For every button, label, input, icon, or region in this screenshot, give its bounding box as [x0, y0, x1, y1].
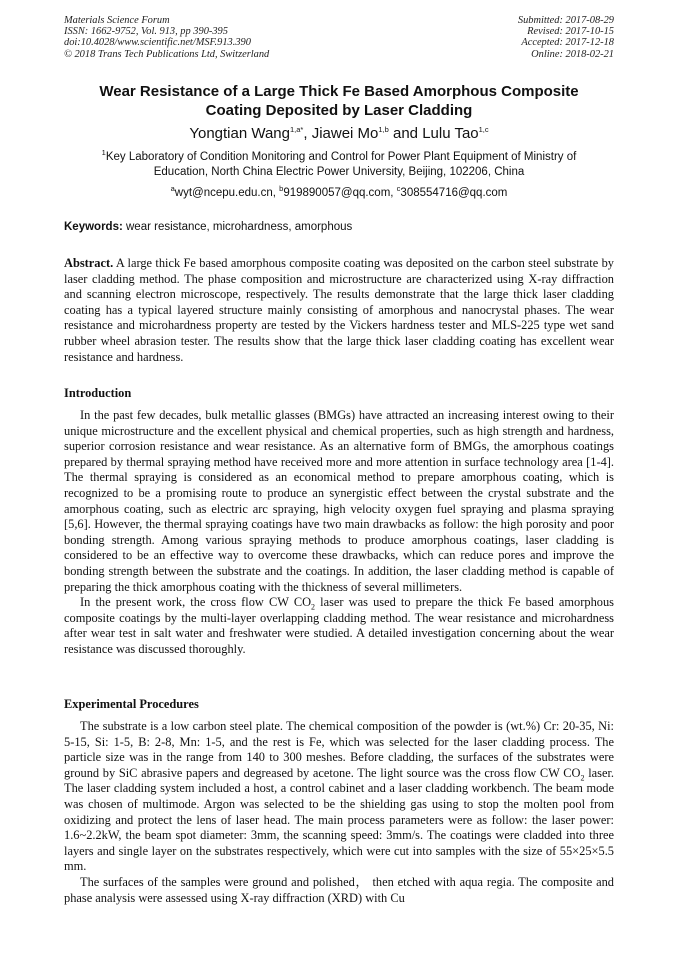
email-link[interactable]: 919890057@qq.com — [283, 187, 391, 199]
journal-copyright: © 2018 Trans Tech Publications Ltd, Switzerland — [64, 48, 270, 60]
affiliation-sup: 1 — [101, 148, 106, 158]
paragraph-text: The substrate is a low carbon steel plate. The chemical composition of the powder is (wt.%) Cr: 20-35, Ni: 5-15, Si: 1-5, B: 2-8, Mn: 1-5, and the rest is Fe, which was selected for the laser cladding process. The particle size was in the range from 140 to 300 meshes. Before cladding, the surfaces of the substrates were ground by SiC abrasive papers and degreased by acetone. The light source was the cross flow CW CO — [64, 719, 614, 780]
revised-date: Revised: 2017-10-15 — [527, 26, 614, 38]
abstract-text: A large thick Fe based amorphous composite coating was deposited on the carbon steel substrate by laser cladding method. The phase composition and microstructure are characterized using X-ray diffraction and scanning electron microscope, respectively. The results demonstrate that the large thick laser cladding coating has a typical layered structure mainly consisting of amorphous and nanocrystal phases. The wear resistance and microhardness property are tested by the Vickers hardness tester and MLS-225 type wet sand rubber wheel abrasion tester. The results show that the large thick laser cladding coating has excellent wear resistance and hardness. — [64, 256, 614, 364]
author-separator: and — [388, 125, 423, 142]
paragraph-text: In the present work, the cross flow CW CO — [80, 595, 312, 610]
author-name: Yongtian Wang — [189, 125, 290, 142]
subscript: 2 — [580, 773, 585, 783]
paragraph: The surfaces of the samples were ground and polished， then etched with aqua regia. The composite and phase analysis were assessed using X-ray diffraction (XRD) with Cu — [64, 874, 614, 905]
author-sup: 1,c — [478, 125, 489, 134]
paper-title: Wear Resistance of a Large Thick Fe Based Amorphous Composite Coating Deposited by Laser Cladding — [99, 83, 579, 119]
accepted-date: Accepted: 2017-12-18 — [521, 37, 614, 49]
paragraph-text: laser was used to prepare the thick Fe based amorphous composite coatings by the multi-layer overlapping cladding method. The wear resistance and microhardness after wear test in salt water and freshwater were studied. A detailed investigation concerning about the wear resistance was discussed thoroughly. — [64, 595, 614, 656]
author-list — [60, 124, 618, 143]
experimental-body — [64, 719, 614, 906]
author-name: Lulu Tao — [422, 125, 479, 142]
introduction-body — [64, 408, 614, 658]
author-sup: 1,a* — [289, 125, 304, 134]
affiliation-text: Key Laboratory of Condition Monitoring and Control for Power Plant Equipment of Ministry of Education, North China Electric Power University, Beijing, 102206, China — [105, 151, 577, 178]
journal-doi: doi:10.4028/www.scientific.net/MSF.913.390 — [64, 37, 251, 49]
email-link[interactable]: wyt@ncepu.edu.cn — [174, 187, 273, 199]
subscript: 2 — [311, 602, 316, 612]
paragraph: In the past few decades, bulk metallic glasses (BMGs) have attracted an increasing interest owing to their unique microstructure and the excellent physical and chemical properties, such as high strength and hardness, superior corrosion resistance and wear resistance. As an alternative form of BMGs, the amorphous coatings prepared by thermal spraying method have received more and more attention in surface technology area [1-4]. The thermal spraying is considered as an economical method to prepare amorphous coating, which is recognized to be a promising route to produce an synergistic effect between the crystal substrate and the amorphous coating, such as electric arc spraying, high velocity oxygen fuel spraying and plasma spraying [5,6]. However, the thermal spraying coatings have two main drawbacks as follow: the high porosity and poor bonding strength. Among various spraying methods to produce amorphous coatings, laser cladding is considered to be an effective way to overcome these drawbacks, which can reduce pores and improve the bonding strength between the substrate and the coatings. In addition, the laser cladding method is capable of preparing the thick amorphous coating with the thickness of several millimeters. — [64, 408, 614, 594]
email-link[interactable]: 308554716@qq.com — [400, 187, 508, 199]
journal-issn: ISSN: 1662-9752, Vol. 913, pp 390-395 — [64, 26, 228, 38]
experimental-heading: Experimental Procedures — [64, 697, 199, 711]
keywords — [64, 220, 614, 235]
paragraph — [64, 719, 614, 875]
dates-header — [518, 15, 614, 60]
journal-header — [64, 15, 269, 60]
abstract-label: Abstract. — [64, 256, 114, 270]
email-sup: b — [279, 184, 284, 194]
online-date: Online: 2018-02-21 — [531, 48, 614, 60]
paragraph-text: laser. The laser cladding system included a host, a control cabinet and a laser cladding workbench. The beam mode was chosen of multimode. Argon was selected to be the shielding gas using to stop the molten pool from oxidizing and protect the lens of laser head. The main process parameters were as follow: the laser power: 1.6~2.2kW, the beam spot diameter: 3mm, the scanning speed: 3mm/s. The coatings were cladded into three layers and single layer on the substrates respectively, which were cut into samples with the size of 55×25×5.5 mm. — [64, 765, 614, 874]
keywords-label: Keywords: — [64, 221, 123, 233]
author-sup: 1,b — [378, 125, 389, 134]
email-sup: a — [170, 184, 175, 194]
email-list: $^a$wyt@ncepu.edu.cn, $^b$919890057@qq.com, $^c$308554716@qq.com — [170, 184, 508, 199]
keywords-text: wear resistance, microhardness, amorphous — [126, 221, 353, 233]
author-separator: , — [303, 125, 312, 142]
submitted-date: Submitted: 2017-08-29 — [517, 15, 614, 26]
journal-name: Materials Science Forum — [64, 15, 170, 26]
paragraph — [64, 595, 614, 657]
introduction-heading: Introduction — [64, 386, 132, 400]
email-sup: c — [396, 184, 401, 194]
affiliation — [74, 150, 604, 180]
author-name: Jiawei Mo — [311, 125, 379, 142]
abstract — [64, 256, 614, 365]
